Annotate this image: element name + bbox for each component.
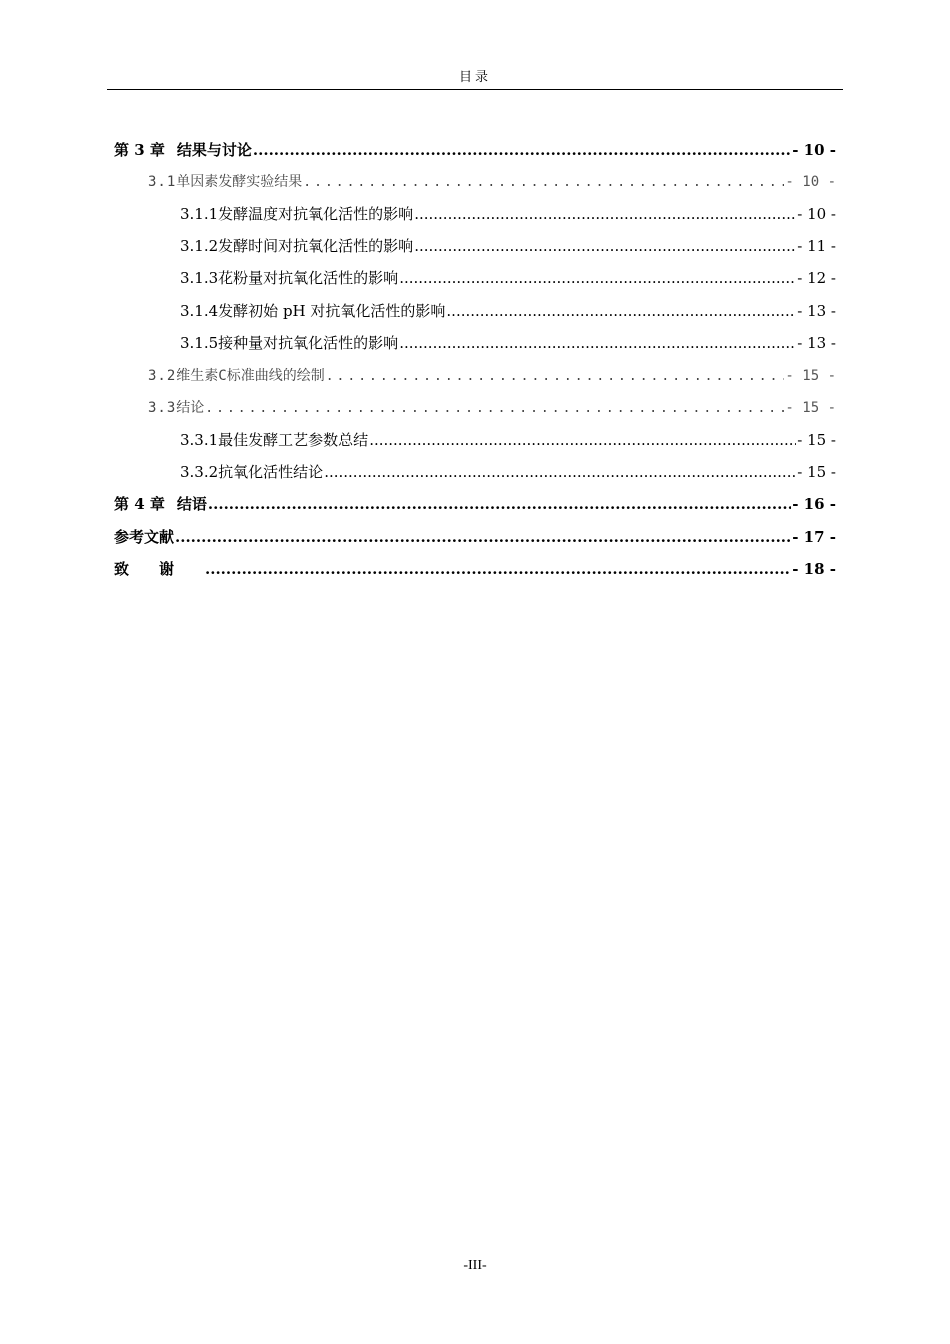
- toc-leader-dots: [414, 204, 796, 224]
- toc-entry-title: 发酵时间对抗氧化活性的影响: [218, 237, 414, 255]
- toc-entry-number: 3.1.3: [180, 269, 219, 287]
- toc-entry-page: - 11 -: [797, 237, 836, 255]
- toc-entry-title: 接种量对抗氧化活性的影响: [218, 334, 399, 352]
- toc-leader-dots: [205, 399, 784, 419]
- toc-entry-title: 结语: [176, 495, 207, 513]
- toc-entry-title: 最佳发酵工艺参数总结: [218, 431, 369, 449]
- toc-entry-page: - 18 -: [792, 560, 836, 578]
- toc-entry-number: 3.3.2: [180, 463, 219, 481]
- toc-entry-number: 3.2: [148, 368, 177, 384]
- toc-entry-number: 3.1.1: [180, 205, 219, 223]
- toc-entry-page: - 12 -: [797, 269, 836, 287]
- header-title: 目录: [458, 70, 491, 85]
- toc-entry-3-1-1[interactable]: [180, 204, 836, 224]
- toc-entry-title: 参考文献: [114, 528, 175, 546]
- toc-entry-chapter-4[interactable]: [114, 494, 836, 514]
- toc-entry-title: 抗氧化活性结论: [218, 463, 324, 481]
- toc-entry-number: 3.1.5: [180, 334, 219, 352]
- toc-entry-references[interactable]: [114, 527, 836, 547]
- toc-entry-title: 结论: [176, 400, 205, 416]
- toc-entry-3-3[interactable]: [148, 398, 836, 418]
- toc-leader-dots: [175, 527, 791, 547]
- toc-leader-dots: [205, 559, 791, 579]
- toc-entry-number: 第 4 章: [114, 495, 165, 513]
- toc-entry-title: 花粉量对抗氧化活性的影响: [218, 269, 399, 287]
- toc-entry-page: - 15 -: [797, 463, 836, 481]
- toc-entry-number: 3.3.1: [180, 431, 219, 449]
- toc-entry-number: 3.3: [148, 400, 177, 416]
- toc-entry-title: 致谢: [114, 560, 205, 578]
- toc-entry-title: 发酵初始 pH 对抗氧化活性的影响: [218, 302, 446, 320]
- toc-entry-page: - 17 -: [792, 528, 836, 546]
- toc-entry-3-1-2[interactable]: [180, 236, 836, 256]
- toc-entry-3-1-3[interactable]: [180, 268, 836, 288]
- toc-entry-chapter-3[interactable]: [114, 140, 836, 160]
- toc-entry-number: 第 3 章: [114, 141, 165, 159]
- toc-entry-3-1-4[interactable]: [180, 301, 836, 321]
- toc-leader-dots: [369, 430, 796, 450]
- page-number: -III-: [463, 1258, 487, 1273]
- toc-entry-3-2[interactable]: [148, 366, 836, 386]
- toc-entry-title: 维生素C标准曲线的绘制: [176, 368, 325, 384]
- toc-entry-page: - 10 -: [785, 174, 836, 190]
- toc-leader-dots: [399, 333, 796, 353]
- toc-entry-page: - 10 -: [792, 141, 836, 159]
- toc-entry-number: 3.1: [148, 174, 177, 190]
- toc-leader-dots: [326, 367, 785, 387]
- toc-entry-page: - 15 -: [785, 368, 836, 384]
- running-header: [107, 68, 843, 90]
- toc-leader-dots: [399, 268, 796, 288]
- toc-entry-3-1[interactable]: [148, 172, 836, 192]
- toc-entry-page: - 13 -: [797, 334, 836, 352]
- toc-entry-title: 结果与讨论: [176, 141, 252, 159]
- toc-entry-3-3-1[interactable]: [180, 430, 836, 450]
- toc-entry-title: 单因素发酵实验结果: [176, 174, 303, 190]
- toc-leader-dots: [208, 494, 791, 514]
- toc-entry-number: 3.1.4: [180, 302, 219, 320]
- toc-entry-title: 发酵温度对抗氧化活性的影响: [218, 205, 414, 223]
- toc-leader-dots: [303, 173, 784, 193]
- toc-leader-dots: [324, 462, 796, 482]
- toc-entry-page: - 15 -: [785, 400, 836, 416]
- toc-entry-acknowledgements[interactable]: [114, 559, 836, 579]
- toc-entry-number: 3.1.2: [180, 237, 219, 255]
- toc-entry-page: - 10 -: [797, 205, 836, 223]
- toc-entry-page: - 13 -: [797, 302, 836, 320]
- toc-leader-dots: [253, 140, 791, 160]
- toc-entry-3-1-5[interactable]: [180, 333, 836, 353]
- toc-leader-dots: [414, 236, 796, 256]
- toc-entry-page: - 16 -: [792, 495, 836, 513]
- toc-entry-page: - 15 -: [797, 431, 836, 449]
- toc-leader-dots: [446, 301, 796, 321]
- toc-entry-3-3-2[interactable]: [180, 462, 836, 482]
